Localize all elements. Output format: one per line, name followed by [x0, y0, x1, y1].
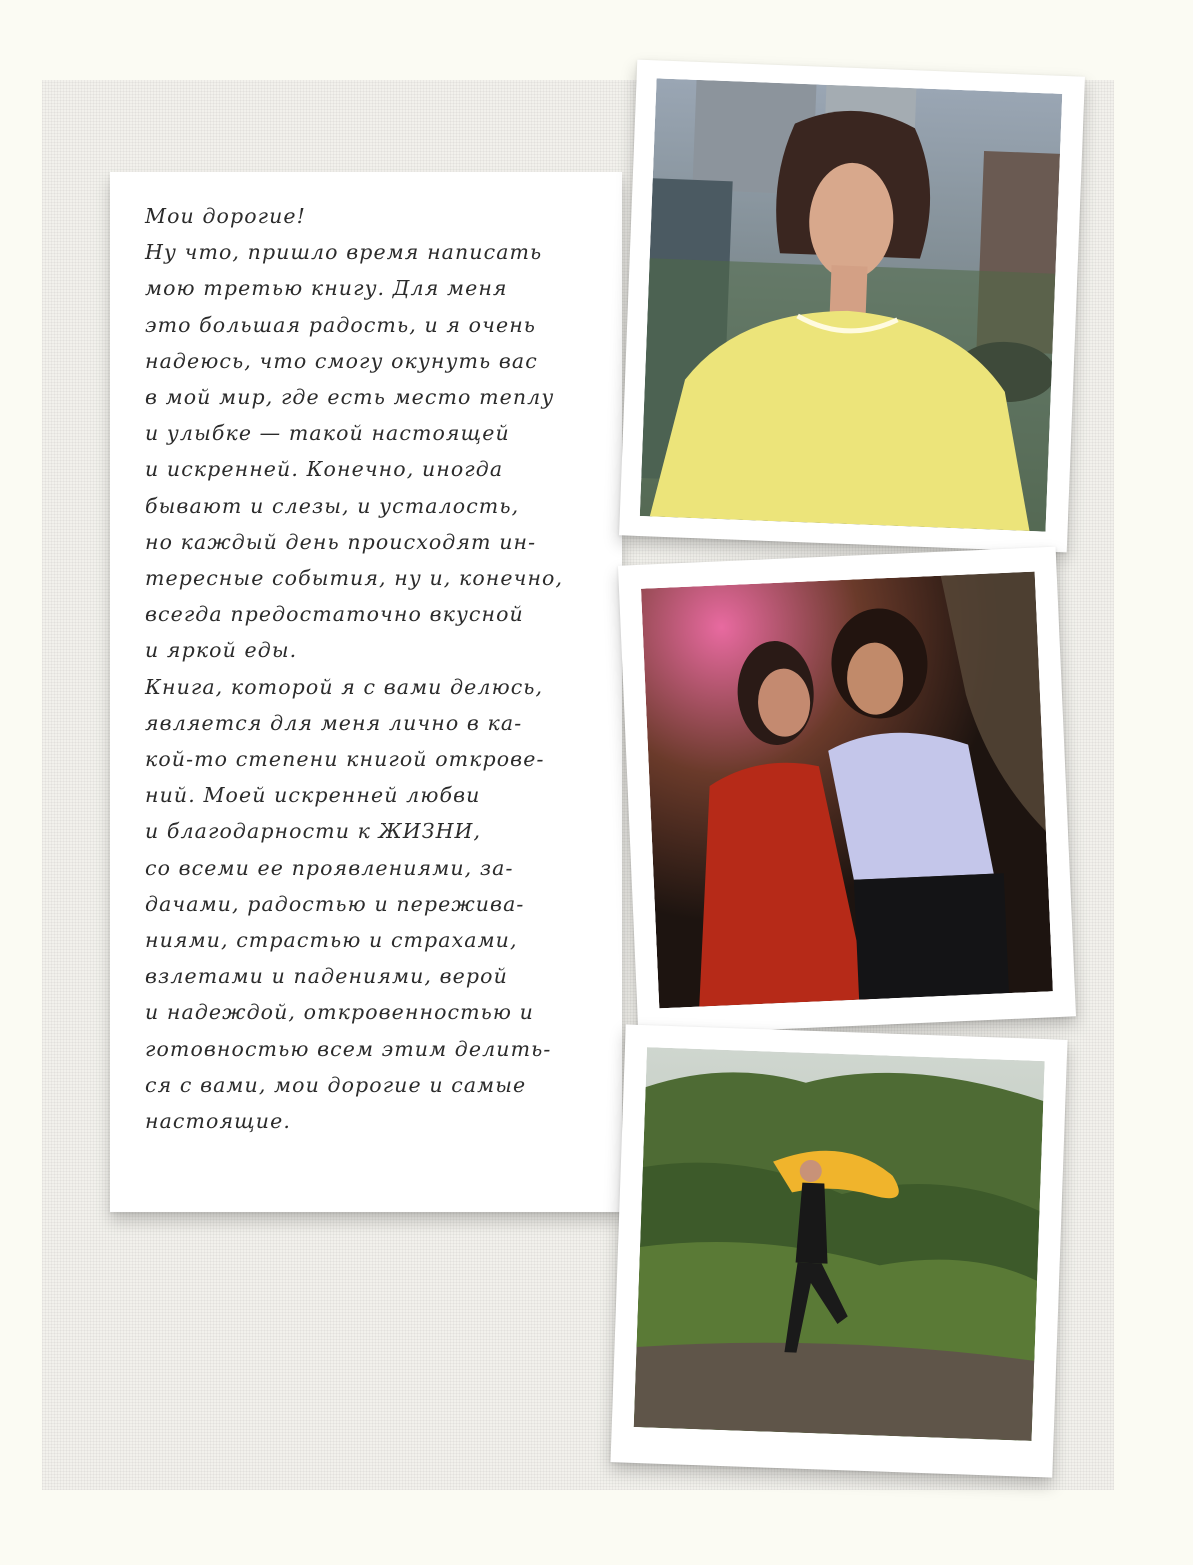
- polaroid-2: [618, 547, 1076, 1036]
- letter-line: кой-то степени книгой открове-: [145, 747, 545, 772]
- letter-line: и благодарности к ЖИЗНИ,: [145, 819, 482, 844]
- letter-line: Ну что, пришло время написать: [145, 240, 543, 265]
- letter-line: ся с вами, мои дорогие и самые: [145, 1072, 527, 1097]
- photo-two-women: [641, 572, 1053, 1009]
- letter-line: Мои дорогие!: [145, 204, 306, 228]
- letter-line: со всеми ее проявлениями, за-: [145, 855, 514, 880]
- photo-woman-canyon: [634, 1047, 1045, 1441]
- letter-line: ниями, страстью и страхами,: [145, 928, 518, 953]
- polaroid-1: [619, 60, 1085, 553]
- letter-line: и надеждой, откровенностью и: [145, 1000, 534, 1025]
- letter-line: тересные события, ну и, конечно,: [145, 566, 564, 591]
- letter-line: всегда предостаточно вкусной: [145, 602, 524, 627]
- letter-line: готовностью всем этим делить-: [145, 1036, 552, 1061]
- letter-line: в мой мир, где есть место теплу: [145, 385, 555, 410]
- letter-line: Книга, которой я с вами делюсь,: [145, 674, 544, 699]
- polaroid-3: [610, 1024, 1067, 1477]
- letter-line: бывают и слезы, и усталость,: [145, 493, 520, 518]
- letter-line: ний. Моей искренней любви: [145, 783, 481, 808]
- photo-woman-yellow-blouse: [640, 78, 1063, 531]
- letter-line: мою третью книгу. Для меня: [145, 276, 508, 301]
- letter-line: является для меня лично в ка-: [145, 710, 523, 735]
- letter-line: и искренней. Конечно, иногда: [145, 457, 504, 482]
- letter-line: взлетами и падениями, верой: [145, 964, 508, 989]
- letter-line: настоящие.: [145, 1109, 291, 1134]
- letter-line: и яркой еды.: [145, 638, 298, 663]
- letter-line: дачами, радостью и пережива-: [145, 891, 525, 916]
- letter-text: [145, 198, 625, 1139]
- letter-line: и улыбке — такой настоящей: [145, 421, 510, 446]
- letter-line: это большая радость, и я очень: [145, 312, 537, 337]
- letter-line: но каждый день происходят ин-: [145, 529, 537, 554]
- letter-line: надеюсь, что смогу окунуть вас: [145, 348, 538, 373]
